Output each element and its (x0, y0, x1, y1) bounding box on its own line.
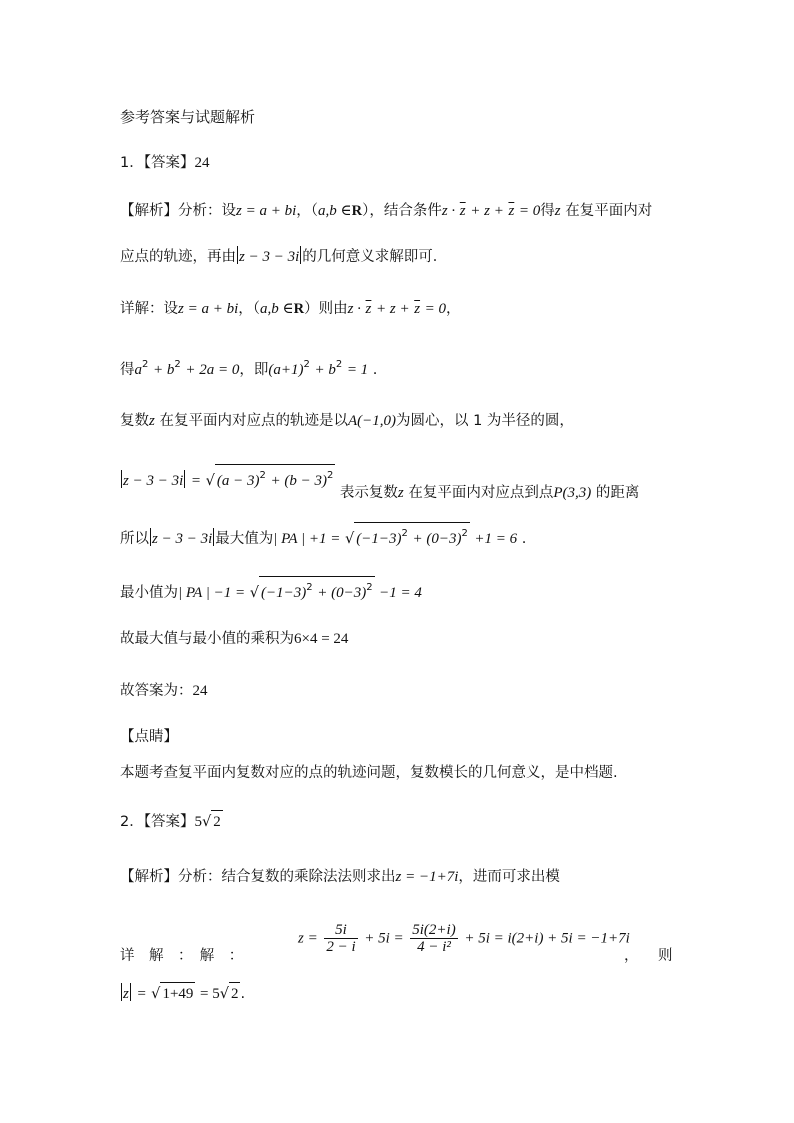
q2-answer-line: 2．【答案】5√ 2 (120, 810, 223, 833)
math: + 2a = 0 (185, 362, 240, 378)
text: ，即 (239, 362, 269, 378)
text: 得 (540, 203, 555, 219)
text: 应点的轨迹，再由 (120, 249, 236, 265)
math: z (123, 986, 129, 1002)
sup: 2 (174, 359, 181, 370)
page-title: 参考答案与试题解析 (120, 108, 256, 126)
math: $\overline{z}$ (414, 301, 421, 317)
math: 6×4 = 24 (294, 631, 349, 647)
math: z = −1+7i (395, 869, 459, 885)
q1-detail-line1 (120, 298, 461, 320)
math: z − 3 − 3i (123, 473, 184, 489)
q1-detail-line3 (120, 410, 574, 432)
math: R (351, 203, 363, 219)
sup: 2 (461, 528, 468, 539)
math: 24 (192, 683, 208, 699)
q1-analysis-line2 (120, 246, 447, 268)
math: 2 (211, 810, 223, 833)
sup: 2 (259, 470, 266, 481)
q1-answer-line (120, 152, 209, 174)
text: . (240, 986, 246, 1002)
math: = (190, 473, 201, 489)
math: R (293, 301, 305, 317)
frac-den: 2 − i (326, 939, 356, 955)
text: ，进而可求出模 (458, 869, 560, 885)
q2-detail-comma: ， (624, 948, 639, 964)
math: P(3,3) (553, 485, 592, 501)
frac-den: 4 − i² (417, 939, 451, 955)
math: z · (347, 301, 361, 317)
text: 分析：设 (178, 203, 236, 219)
math: | PA | −1 = (178, 585, 246, 601)
q2-analysis-line (120, 866, 560, 888)
math: z = a + bi (236, 203, 297, 219)
text: ），结合条件 (362, 203, 442, 219)
math: = 5 (200, 986, 220, 1002)
sup: 2 (142, 359, 149, 370)
q1-detail-line8 (120, 680, 208, 702)
q1-answer: 24 (194, 155, 210, 171)
text: 最小值为 (120, 585, 178, 601)
math: + 5i = i(2+i) + 5i = −1+7i (464, 930, 630, 947)
text: 最大值为 (215, 531, 274, 547)
math: $\overline{z}$ (459, 203, 466, 219)
math: 2 (229, 982, 241, 1005)
math: | PA | +1 = (273, 531, 341, 547)
q1-detail-line6: 最小值为| PA | −1 = √ $(-1-3)^2 + (0-3)^2 -1 = 4$ (120, 576, 422, 604)
text: 分析：结合复数的乘除法法则求出 (178, 869, 396, 885)
text: 为圆心，以 1 为半径的圆， (395, 413, 574, 429)
math: + z + (470, 203, 504, 219)
text: 在复平面内对应点到点 (408, 485, 554, 501)
math: A(−1,0) (347, 413, 396, 429)
text: 在复平面内对 (565, 203, 653, 219)
math: z (397, 485, 404, 501)
sup: 2 (401, 528, 408, 539)
math: z = a + bi (178, 301, 239, 317)
math: + z + (376, 301, 410, 317)
math: = 1 (346, 362, 369, 378)
math: z (149, 413, 155, 429)
text: 故最大值与最小值的乘积为 (120, 631, 294, 647)
math: 1+49 (160, 982, 195, 1005)
sup: 2 (303, 359, 310, 370)
text: 所以 (120, 531, 149, 547)
math: z · (441, 203, 456, 219)
text: ）则由 (304, 301, 348, 317)
q2-answer-tag: 【答案】 (143, 814, 195, 830)
math: = (136, 986, 147, 1002)
frac-num: 5i(2+i) (412, 922, 456, 938)
text: 在复平面内对应点的轨迹是以 (159, 413, 348, 429)
math: 5 (194, 814, 202, 830)
math: +1 = 6 (474, 531, 518, 547)
q1-point-tag: 【点睛】 (120, 729, 178, 745)
q2-modulus-line: z = √ 1+49 = 5√ 2 . (120, 982, 245, 1005)
text: 表示复数 (339, 485, 398, 501)
math: + (b − 3) (270, 473, 327, 489)
sup: 2 (335, 359, 343, 370)
math: + (0−3) (412, 531, 462, 547)
math: z (554, 203, 561, 219)
q1-detail-line5: 所以 z − 3 − 3i 最大值为| PA | +1 = √ $(-1-3)^2 + (0-3)^2 +1 = 6$ . (120, 522, 526, 550)
math: + b (314, 362, 336, 378)
q1-detail-line2 (120, 354, 377, 381)
q1-analysis-line1 (120, 200, 652, 222)
text: 的距离 (595, 485, 640, 501)
q1-detail-line7 (120, 628, 348, 650)
q2-detail-label: 详 解 ： 解 ： (120, 948, 244, 964)
math: + 5i = (364, 930, 404, 947)
math: (a − 3) (216, 473, 260, 489)
text: 故答案为： (120, 683, 193, 699)
q1-point-text: 本题考查复平面内复数对应的点的轨迹问题，复数模长的几何意义，是中档题. (120, 765, 618, 781)
math: z − 3 − 3i (239, 249, 300, 265)
math: z = (298, 930, 318, 947)
text: 复数 (120, 413, 149, 429)
text: 详解：设 (120, 301, 178, 317)
math: = 0 (518, 203, 541, 219)
sup: 2 (326, 470, 334, 481)
q1-analysis-tag: 【解析】 (120, 203, 178, 219)
text: ，（ (238, 301, 260, 317)
q2-number: 2． (120, 814, 144, 830)
sup: 2 (366, 582, 373, 593)
math: (−1−3) (260, 585, 307, 601)
math: z − 3 − 3i (152, 531, 213, 547)
math: a,b ∈ (318, 203, 352, 219)
math: a,b ∈ (260, 301, 294, 317)
math: (a+1) (268, 362, 304, 378)
math: = 0 (424, 301, 447, 317)
text: . (521, 531, 527, 547)
q1-number: 1． (120, 155, 144, 171)
q1-detail-line4: z − 3 − 3i = √ $(a - 3)^2 + (b - 3)^2$ 表示复数z 在复平面内对应点到点P(3,3) 的距离 (120, 464, 639, 504)
math: + b (152, 362, 175, 378)
frac-num: 5i (324, 922, 357, 939)
q2-analysis-tag: 【解析】 (120, 869, 178, 885)
sup: 2 (306, 582, 313, 593)
text: . (372, 362, 378, 378)
math: (−1−3) (356, 531, 402, 547)
math: a (134, 362, 142, 378)
q2-detail-formula (298, 922, 630, 955)
text: 的几何意义求解即可． (302, 249, 448, 265)
text: ， (446, 301, 461, 317)
text: ，（ (296, 203, 318, 219)
math: −1 = 4 (379, 585, 422, 601)
text: 得 (120, 362, 135, 378)
q2-detail-then: 则 (658, 948, 673, 964)
math: $\overline{z}$ (365, 301, 372, 317)
math: $\overline{z}$ (508, 203, 515, 219)
q1-answer-tag: 【答案】 (143, 155, 195, 171)
math: + (0−3) (317, 585, 367, 601)
